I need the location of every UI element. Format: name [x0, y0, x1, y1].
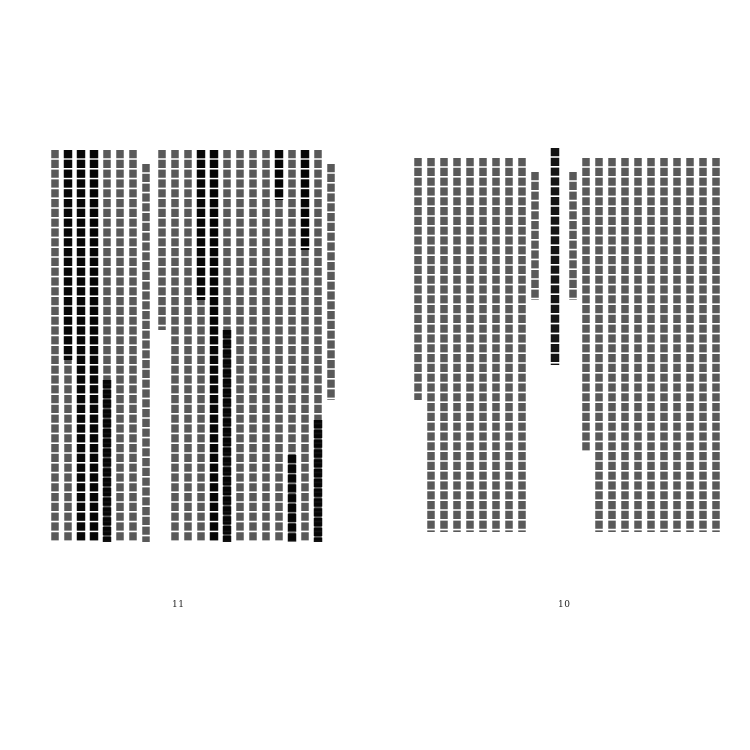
right-page [375, 0, 750, 750]
right-page-text-columns [375, 0, 750, 750]
page-number-left: 11 [172, 600, 185, 610]
page-number-right: 10 [558, 600, 571, 610]
